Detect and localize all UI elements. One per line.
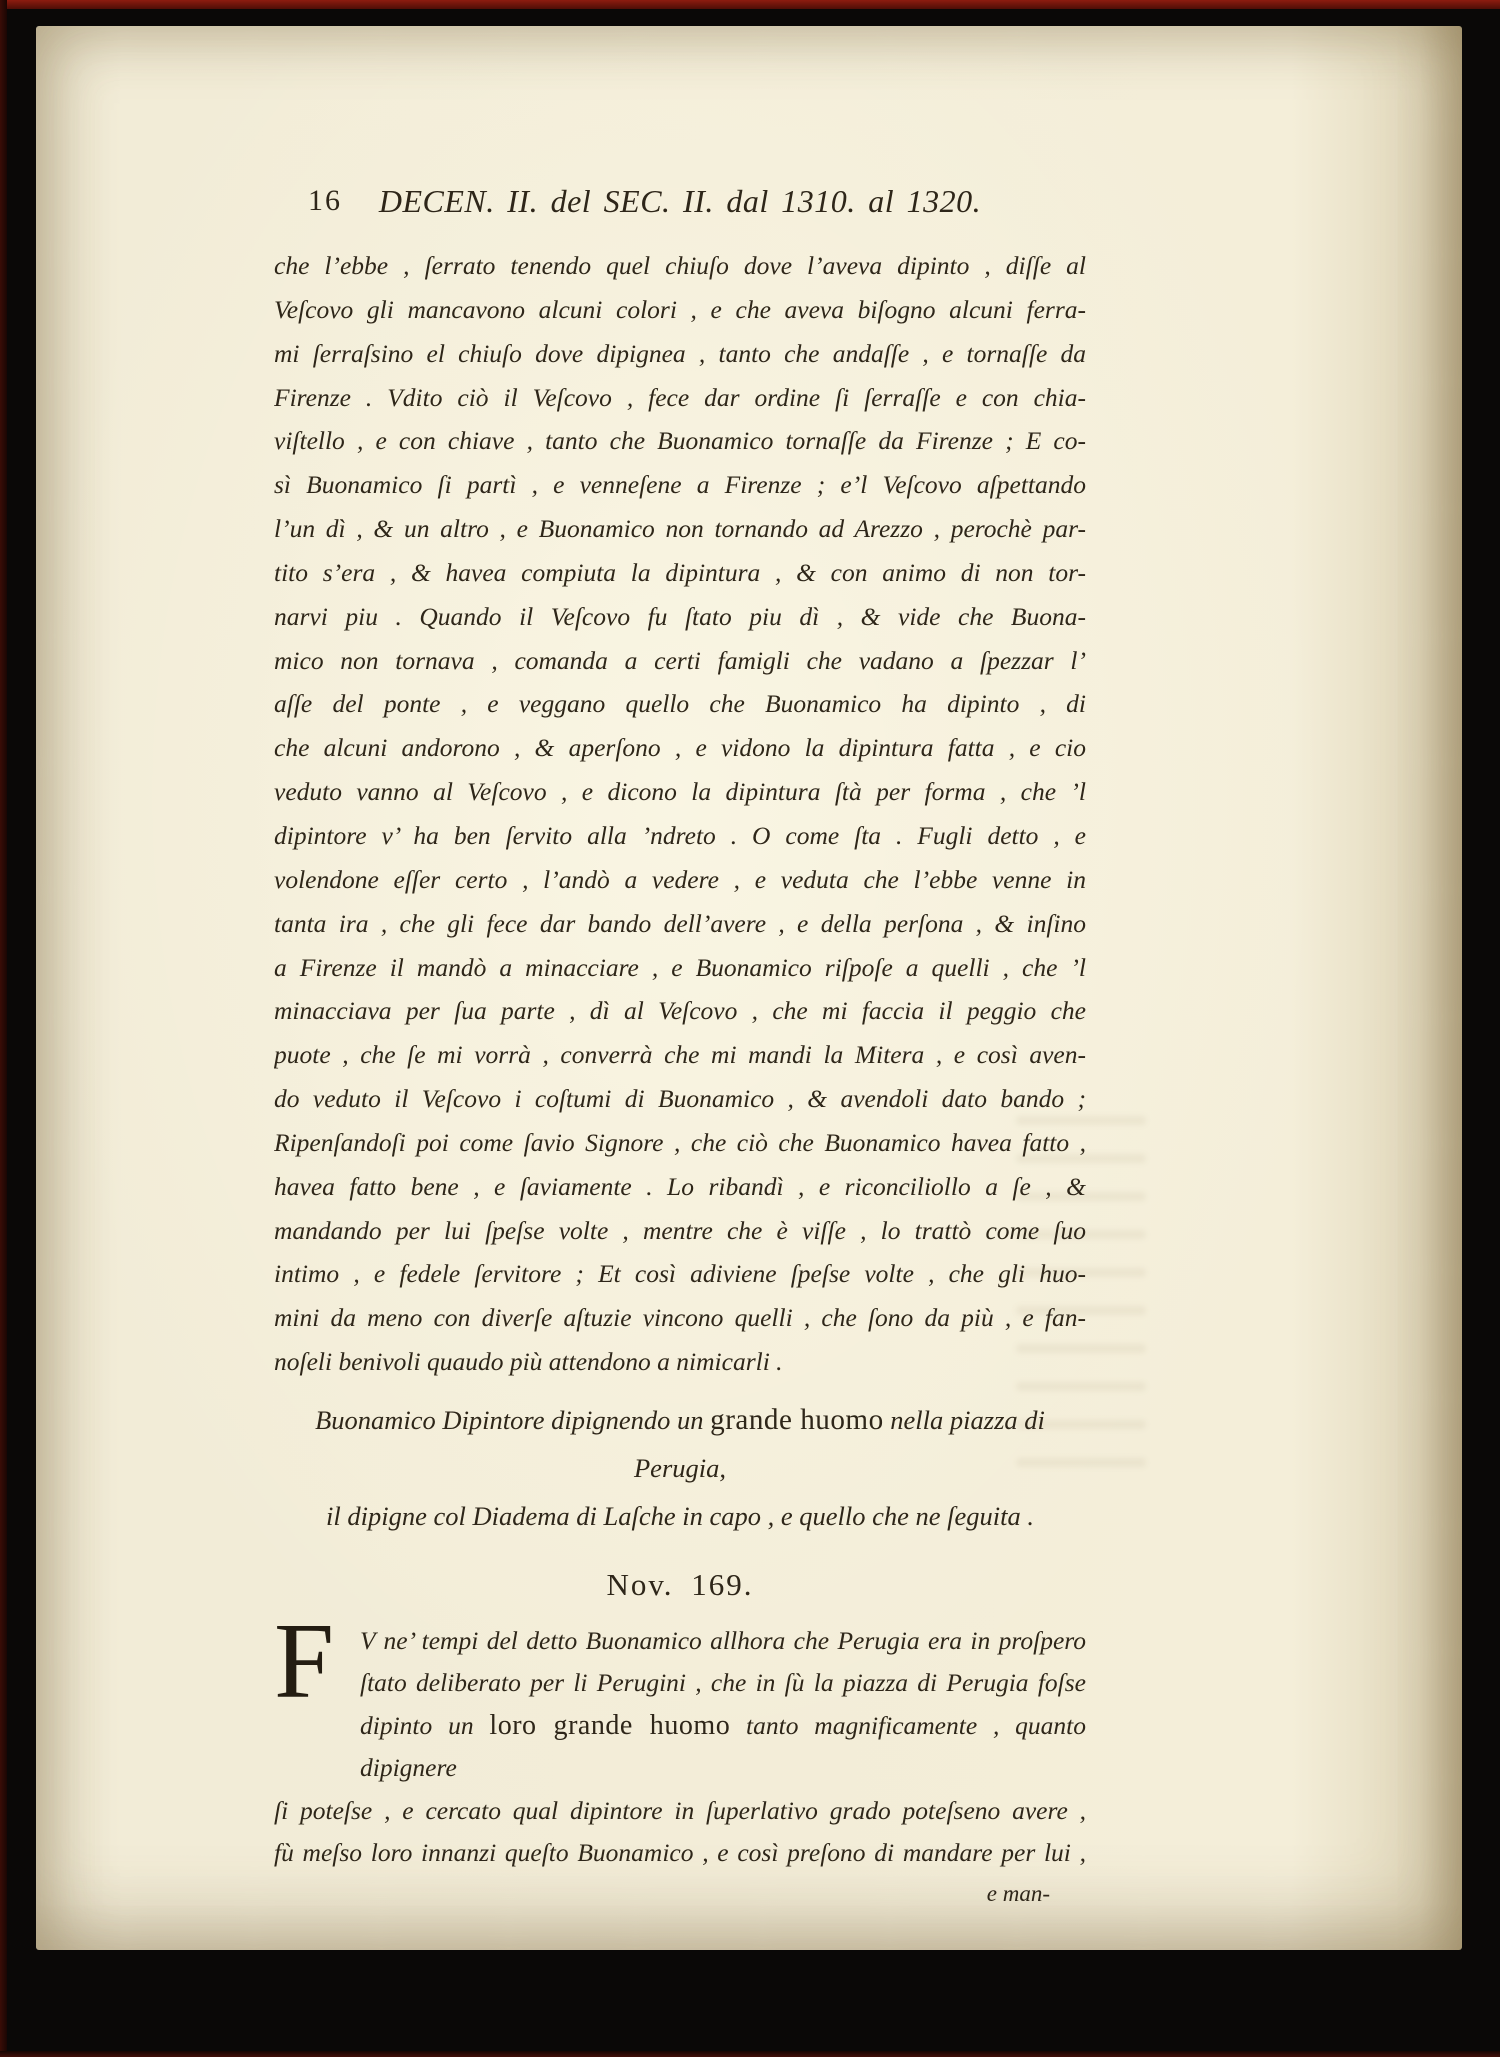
text-line bbox=[274, 419, 1086, 463]
roman-text-segment: grande huomo bbox=[710, 1403, 884, 1436]
text-line bbox=[274, 1296, 1086, 1340]
italic-text-segment: havea fatto bene , e ſaviamente . Lo ribandì , e riconciliollo a ſe , & bbox=[274, 1171, 1086, 1201]
italic-text-segment: dipintore v’ ha ben ſervito alla ’ndreto . O come ſta . Fugli detto , e bbox=[274, 820, 1086, 850]
final-paragraph bbox=[274, 1601, 1086, 1875]
scan-frame-top-edge bbox=[0, 0, 1500, 9]
italic-text-segment: do veduto il Veſcovo i coſtumi di Buonamico , & avendoli dato bando ; bbox=[274, 1084, 1086, 1114]
italic-text-segment: volendone eſſer certo , l’andò a vedere , e veduta che l’ebbe venne in bbox=[274, 864, 1086, 894]
running-header-title: DECEN. II. del SEC. II. dal 1310. al 1320. bbox=[378, 183, 982, 219]
book-page bbox=[36, 26, 1462, 1950]
text-line bbox=[360, 1662, 1086, 1705]
italic-text-segment: mico non tornava , comanda a certi famigli che vadano a ſpezzar l’ bbox=[274, 645, 1086, 675]
text-line bbox=[274, 1396, 1086, 1492]
text-line bbox=[274, 1252, 1086, 1296]
text-line bbox=[274, 1832, 1086, 1875]
text-line bbox=[274, 551, 1086, 595]
body-paragraph bbox=[274, 244, 1086, 1384]
italic-text-segment: il dipigne col Diadema di Laſche in capo , e quello che ne ſeguita . bbox=[326, 1500, 1034, 1531]
italic-text-segment: minacciava per ſua parte , dì al Veſcovo , che mi faccia il peggio che bbox=[274, 996, 1086, 1026]
italic-text-segment: tanto magnificamente , quanto dipignere bbox=[360, 1710, 1086, 1783]
text-line bbox=[274, 1033, 1086, 1077]
text-line bbox=[274, 989, 1086, 1033]
text-line bbox=[274, 946, 1086, 990]
catchword: e man- bbox=[986, 1880, 1050, 1906]
text-block bbox=[274, 178, 1086, 1909]
running-header bbox=[274, 178, 1086, 224]
italic-text-segment: ſtato deliberato per li Perugini , che in ſù la piazza di Perugia foſse bbox=[360, 1668, 1086, 1698]
scan-frame-left-edge bbox=[0, 0, 7, 2057]
italic-text-segment: l’un dì , & un altro , e Buonamico non tornando ad Arezzo , perochè par- bbox=[274, 514, 1086, 544]
italic-text-segment: tanta ira , che gli fece dar bando dell’avere , e della perſona , & inſino bbox=[274, 908, 1086, 938]
argument-paragraph bbox=[274, 1396, 1086, 1540]
italic-text-segment: dipinto un bbox=[360, 1710, 490, 1740]
text-line bbox=[274, 1209, 1086, 1253]
italic-text-segment: Firenze . Vdito ciò il Veſcovo , fece dar ordine ſi ſerraſſe e con chia- bbox=[274, 382, 1086, 412]
italic-text-segment: a Firenze il mandò a minacciare , e Buonamico riſpoſe a quelli , che ’l bbox=[274, 952, 1086, 982]
roman-text-segment: loro grande huomo bbox=[489, 1709, 731, 1741]
text-line bbox=[274, 726, 1086, 770]
italic-text-segment: fù meſso loro innanzi queſto Buonamico , e così preſono di mandare per lui , bbox=[274, 1838, 1086, 1868]
page-number: 16 bbox=[308, 184, 342, 217]
text-line bbox=[274, 463, 1086, 507]
italic-text-segment: Buonamico Dipintore dipignendo un bbox=[315, 1404, 711, 1435]
section-heading: Nov. 169. bbox=[606, 1566, 754, 1602]
text-line bbox=[274, 682, 1086, 726]
text-line bbox=[274, 639, 1086, 683]
drop-cap-initial: F bbox=[274, 1601, 335, 1721]
text-line bbox=[274, 507, 1086, 551]
italic-text-segment: mini da meno con diverſe aſtuzie vincono quelli , che ſono da più , e fan- bbox=[274, 1303, 1086, 1333]
italic-text-segment: aſſe del ponte , e veggano quello che Buonamico ha dipinto , di bbox=[274, 689, 1086, 719]
italic-text-segment: che alcuni andorono , & aperſono , e vidono la dipintura fatta , e cio bbox=[274, 733, 1086, 763]
italic-text-segment: Veſcovo gli mancavono alcuni colori , e che aveva biſogno alcuni ferra- bbox=[274, 294, 1086, 324]
text-line bbox=[274, 1121, 1086, 1165]
italic-text-segment: V ne’ tempi del detto Buonamico allhora che Perugia era in proſpero bbox=[360, 1625, 1086, 1655]
text-line bbox=[274, 814, 1086, 858]
text-line bbox=[274, 376, 1086, 420]
italic-text-segment: Ripenſandoſi poi come ſavio Signore , che ciò che Buonamico havea fatto , bbox=[274, 1127, 1086, 1157]
text-line bbox=[274, 902, 1086, 946]
italic-text-segment: che l’ebbe , ſerrato tenendo quel chiuſo dove l’aveva dipinto , diſſe al bbox=[274, 251, 1086, 280]
text-line bbox=[274, 332, 1086, 376]
italic-text-segment: nella piazza di Perugia, bbox=[634, 1404, 1045, 1483]
scan-frame-bottom-edge bbox=[0, 2051, 1500, 2057]
text-line bbox=[274, 858, 1086, 902]
italic-text-segment: sì Buonamico ſi partì , e venneſene a Firenze ; e’l Veſcovo aſpettando bbox=[274, 470, 1086, 500]
text-line bbox=[274, 770, 1086, 814]
italic-text-segment: tito s’era , & havea compiuta la dipintura , & con animo di non tor- bbox=[274, 557, 1086, 587]
italic-text-segment: veduto vanno al Veſcovo , e dicono la dipintura ſtà per forma , che ’l bbox=[274, 777, 1086, 807]
text-line bbox=[274, 288, 1086, 332]
italic-text-segment: narvi piu . Quando il Veſcovo fu ſtato piu dì , & vide che Buona- bbox=[274, 601, 1086, 631]
italic-text-segment: ſi poteſse , e cercato qual dipintore in ſuperlativo grado poteſseno avere , bbox=[274, 1795, 1086, 1825]
text-line bbox=[274, 1165, 1086, 1209]
text-line bbox=[360, 1705, 1086, 1790]
italic-text-segment: puote , che ſe mi vorrà , converrà che mi mandi la Mitera , e così aven- bbox=[274, 1040, 1086, 1070]
text-line bbox=[360, 1620, 1086, 1663]
text-line bbox=[274, 1340, 1086, 1384]
italic-text-segment: noſeli benivoli quaudo più attendono a nimicarli . bbox=[274, 1347, 783, 1377]
text-line bbox=[274, 1790, 1086, 1833]
text-line bbox=[274, 1077, 1086, 1121]
text-line bbox=[274, 244, 1086, 288]
italic-text-segment: mi ſerraſsino el chiuſo dove dipignea , tanto che andaſſe , e tornaſſe da bbox=[274, 338, 1086, 368]
italic-text-segment: viſtello , e con chiave , tanto che Buonamico tornaſſe da Firenze ; E co- bbox=[274, 426, 1086, 456]
text-line bbox=[274, 1492, 1086, 1540]
italic-text-segment: intimo , e fedele ſervitore ; Et così adiviene ſpeſse volte , che gli huo- bbox=[274, 1259, 1086, 1289]
text-line bbox=[274, 595, 1086, 639]
italic-text-segment: mandando per lui ſpeſse volte , mentre che è viſſe , lo trattò come ſuo bbox=[274, 1215, 1086, 1245]
